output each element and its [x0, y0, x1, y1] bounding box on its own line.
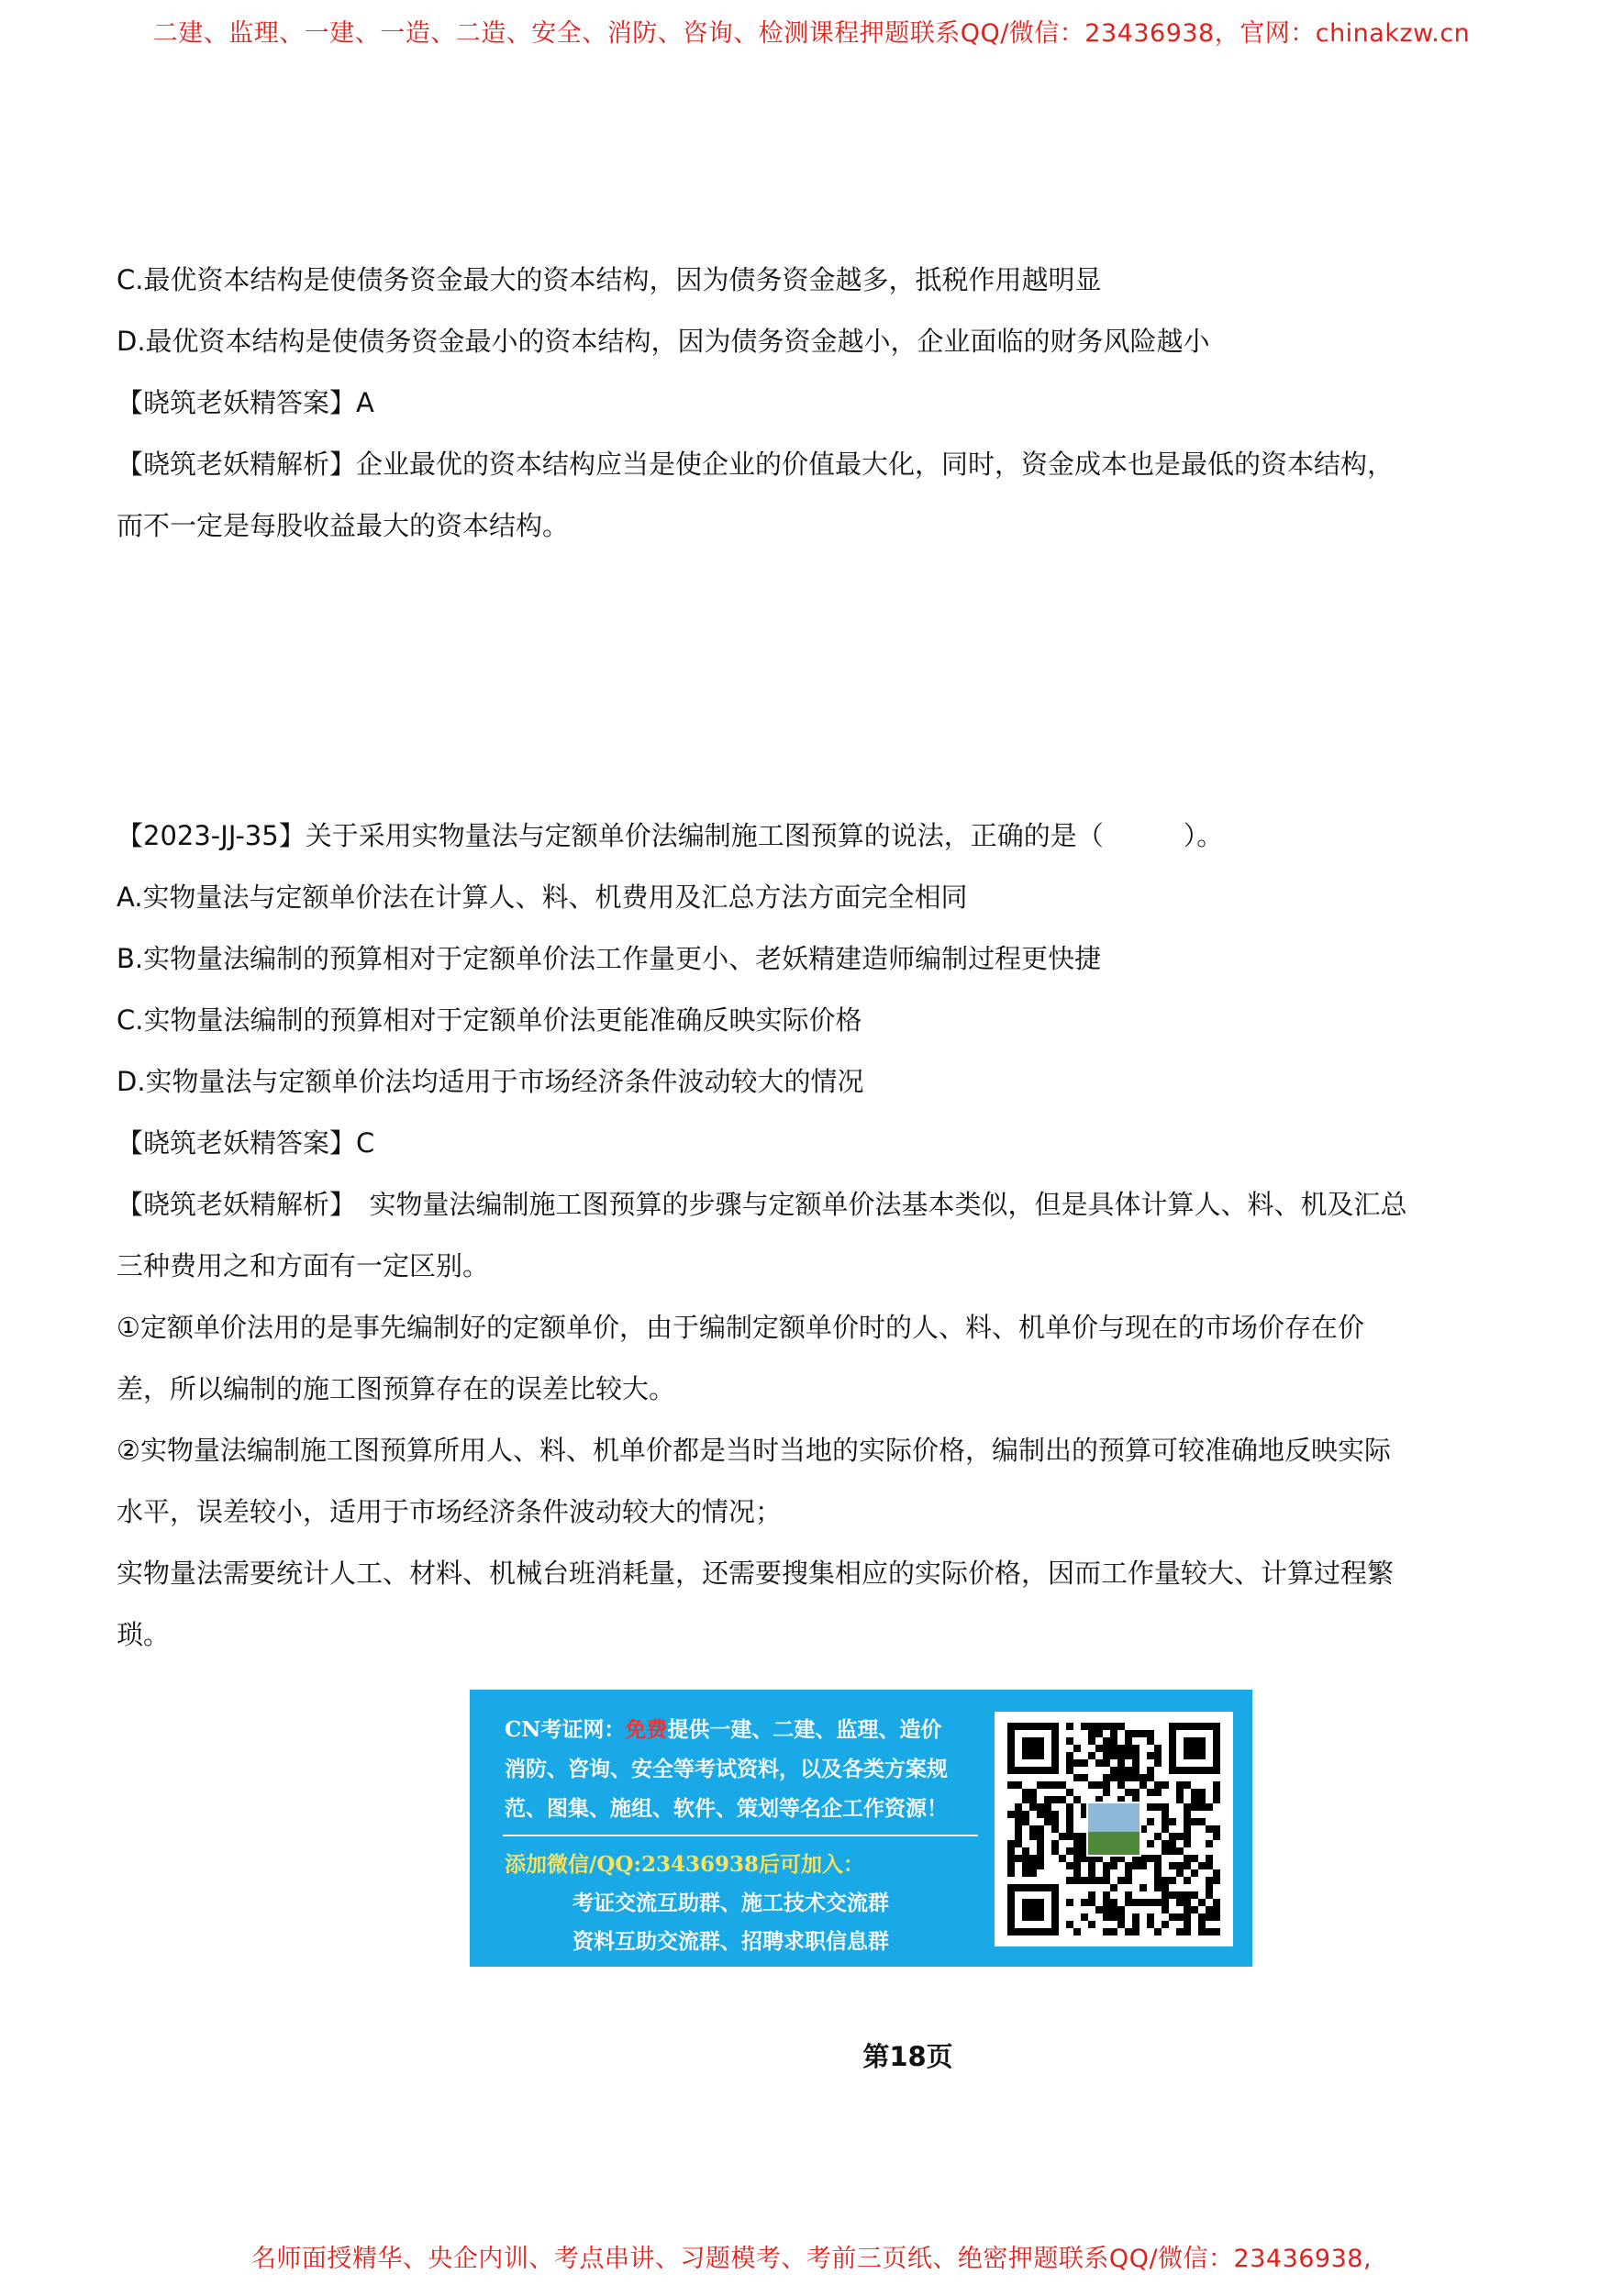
promo-site-name: CN考证网：	[505, 1717, 626, 1742]
answer: 【晓筑老妖精答案】C	[117, 1127, 375, 1159]
promo-group-1: 考证交流互助群、施工技术交流群	[572, 1891, 889, 1915]
qr-code	[995, 1712, 1233, 1947]
promo-line-3: 范、图集、施组、软件、策划等名企工作资源！	[505, 1796, 948, 1821]
option-c: C.最优资本结构是使债务资金最大的资本结构，因为债务资金越多，抵税作用越明显	[117, 264, 1102, 295]
option-c: C.实物量法编制的预算相对于定额单价法更能准确反映实际价格	[117, 1004, 862, 1036]
header-banner: 二建、监理、一建、一造、二造、安全、消防、咨询、检测课程押题联系QQ/微信：23436938，官网：chinakzw.cn	[152, 19, 1471, 48]
qr-code-icon	[995, 1712, 1233, 1947]
promo-banner	[470, 1690, 1252, 1967]
point-1-line-1: ①定额单价法用的是事先编制好的定额单价，由于编制定额单价时的人、料、机单价与现在的市场价存在价	[117, 1312, 1365, 1343]
promo-contact: 添加微信/QQ:23436938后可加入：	[505, 1852, 864, 1877]
point-2-line-2: 水平，误差较小，适用于市场经济条件波动较大的情况；	[117, 1496, 783, 1527]
page-number: 第18页	[862, 2041, 953, 2072]
analysis-line-2: 而不一定是每股收益最大的资本结构。	[117, 510, 570, 541]
analysis-line-1: 【晓筑老妖精解析】 实物量法编制施工图预算的步骤与定额单价法基本类似，但是具体计算人、料、机及汇总	[117, 1189, 1407, 1220]
analysis-line-2: 三种费用之和方面有一定区别。	[117, 1250, 490, 1281]
option-d: D.最优资本结构是使债务资金最小的资本结构，因为债务资金越小，企业面临的财务风险越小	[117, 326, 1210, 357]
answer: 【晓筑老妖精答案】A	[117, 387, 374, 418]
promo-description	[505, 1710, 982, 1828]
analysis-line-1: 【晓筑老妖精解析】企业最优的资本结构应当是使企业的价值最大化，同时，资金成本也是最低的资本结构，	[117, 449, 1395, 480]
point-3-line-1: 实物量法需要统计人工、材料、机械台班消耗量，还需要搜集相应的实际价格，因而工作量较大、计算过程繁	[117, 1558, 1395, 1589]
option-a: A.实物量法与定额单价法在计算人、料、机费用及汇总方法方面完全相同	[117, 882, 968, 913]
question-block-2	[117, 805, 1511, 1666]
point-1-line-2: 差，所以编制的施工图预算存在的误差比较大。	[117, 1373, 676, 1404]
promo-group-2: 资料互助交流群、招聘求职信息群	[572, 1929, 889, 1954]
option-b: B.实物量法编制的预算相对于定额单价法工作量更小、老妖精建造师编制过程更快捷	[117, 943, 1102, 974]
promo-contact-block	[505, 1846, 982, 1961]
footer-banner: 名师面授精华、央企内训、考点串讲、习题模考、考前三页纸、绝密押题联系QQ/微信：23436938,	[250, 2245, 1373, 2273]
promo-line-2: 消防、咨询、安全等考试资料，以及各类方案规	[505, 1757, 948, 1781]
question-stem: 【2023-JJ-35】关于采用实物量法与定额单价法编制施工图预算的说法，正确的是（ ）。	[117, 820, 1224, 851]
question-block-1	[117, 250, 1511, 557]
point-3-line-2: 琐。	[117, 1619, 171, 1650]
promo-divider	[503, 1835, 978, 1836]
promo-free-label: 免费	[625, 1717, 668, 1742]
option-d: D.实物量法与定额单价法均适用于市场经济条件波动较大的情况	[117, 1066, 864, 1097]
point-2-line-1: ②实物量法编制施工图预算所用人、料、机单价都是当时当地的实际价格，编制出的预算可较准确地反映实际	[117, 1435, 1392, 1466]
promo-line-1: 提供一建、二建、监理、造价	[667, 1717, 942, 1742]
